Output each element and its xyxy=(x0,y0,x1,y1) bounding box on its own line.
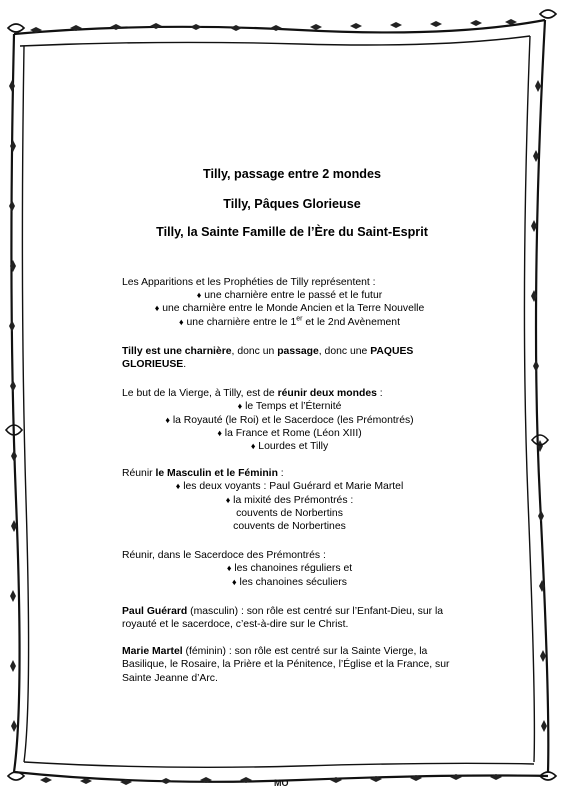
list-item-text: une charnière entre le Monde Ancien et la Terre Nouvelle xyxy=(162,303,425,315)
diamond-bullet-icon: ♦ xyxy=(217,427,222,438)
text: : xyxy=(376,388,383,400)
text: , donc un xyxy=(231,345,278,357)
masculin-lead xyxy=(122,467,457,480)
list-item-text: une charnière entre le 1 xyxy=(186,316,297,328)
diamond-bullet-icon: ♦ xyxy=(196,290,202,301)
text: : xyxy=(277,468,284,480)
masculin-list xyxy=(122,480,457,533)
text: . xyxy=(183,359,187,371)
marie-paragraph xyxy=(122,645,457,685)
list-item-text: les deux voyants : Paul Guérard et Marie Martel xyxy=(183,481,404,493)
title-1: Tilly, passage entre 2 mondes xyxy=(202,167,381,181)
list-item-text: le Temps et l’Éternité xyxy=(245,401,342,413)
list-item-text: la mixité des Prémontrés : xyxy=(233,494,354,506)
diamond-bullet-icon: ♦ xyxy=(250,441,256,452)
bold-text: réunir deux mondes xyxy=(277,388,377,400)
but-list xyxy=(122,400,457,453)
list-item xyxy=(122,400,457,413)
intro-list xyxy=(122,289,457,329)
bold-text: Marie Martel xyxy=(122,646,183,658)
document-body xyxy=(122,168,457,685)
text: , donc une xyxy=(318,345,371,357)
list-item-text: la France et Rome (Léon XIII) xyxy=(224,427,362,439)
list-item xyxy=(122,480,457,493)
diamond-bullet-icon: ♦ xyxy=(237,401,243,412)
sacerdoce-list xyxy=(122,562,457,588)
list-item xyxy=(122,562,457,575)
intro-lead: Les Apparitions et les Prophéties de Tilly représentent : xyxy=(122,277,376,288)
list-item-text: Lourdes et Tilly xyxy=(258,441,329,453)
text: Le but de la Vierge, à Tilly, est de xyxy=(122,388,278,400)
text: (masculin) : son rôle est centré sur l’Enfant-Dieu, sur la royauté et le sacerdoce, c’est-à-dire sur le Christ. xyxy=(122,605,444,631)
sub-item: couvents de Norbertins xyxy=(236,507,343,519)
list-item xyxy=(122,316,457,329)
list-item xyxy=(122,414,457,427)
superscript: er xyxy=(296,315,303,323)
sacerdoce-lead: Réunir, dans le Sacerdoce des Prémontrés : xyxy=(122,550,326,562)
masculin-section xyxy=(122,467,457,533)
list-item-text: la Royauté (le Roi) et le Sacerdoce (les Prémontrés) xyxy=(172,414,414,426)
bold-text: PAQUES GLORIEUSE xyxy=(122,345,414,371)
diamond-bullet-icon: ♦ xyxy=(225,494,231,505)
list-item-text: les chanoines séculiers xyxy=(239,576,347,588)
text: Réunir xyxy=(122,468,156,480)
list-item-text: une charnière entre le passé et le futur xyxy=(204,290,383,302)
diamond-bullet-icon: ♦ xyxy=(232,576,237,587)
list-item xyxy=(122,576,457,589)
charniere-paragraph xyxy=(122,345,457,371)
title-3: Tilly, la Sainte Famille de l’Ère du Saint-Esprit xyxy=(156,225,428,239)
title-block xyxy=(112,168,472,256)
sub-item: couvents de Norbertines xyxy=(233,521,346,533)
title-2: Tilly, Pâques Glorieuse xyxy=(223,197,361,211)
bold-text: passage xyxy=(277,345,319,357)
footer-mark: MO xyxy=(274,778,289,788)
diamond-bullet-icon: ♦ xyxy=(175,481,181,492)
list-item xyxy=(122,494,457,507)
bold-text: Paul Guérard xyxy=(122,605,188,617)
list-item xyxy=(122,289,457,302)
list-item xyxy=(122,440,457,453)
diamond-bullet-icon: ♦ xyxy=(226,563,232,574)
but-lead xyxy=(122,387,457,400)
paul-paragraph xyxy=(122,605,457,631)
sacerdoce-section xyxy=(122,549,457,589)
diamond-bullet-icon: ♦ xyxy=(179,316,184,327)
bold-text: le Masculin et le Féminin xyxy=(155,468,278,480)
list-item xyxy=(122,302,457,315)
but-section xyxy=(122,387,457,453)
list-item-text: les chanoines réguliers et xyxy=(234,563,353,575)
list-item-text: et le 2nd Avènement xyxy=(302,316,400,328)
diamond-bullet-icon: ♦ xyxy=(165,414,170,425)
diamond-bullet-icon: ♦ xyxy=(154,303,160,314)
bold-text: Tilly est une charnière xyxy=(122,345,232,357)
text: (féminin) : son rôle est centré sur la Sainte Vierge, la Basilique, le Rosaire, la Prière et la Pénitence, l’Église et la France, sur Sainte Jeanne d’Arc. xyxy=(122,646,450,684)
intro-section xyxy=(122,276,457,329)
list-item xyxy=(122,427,457,440)
